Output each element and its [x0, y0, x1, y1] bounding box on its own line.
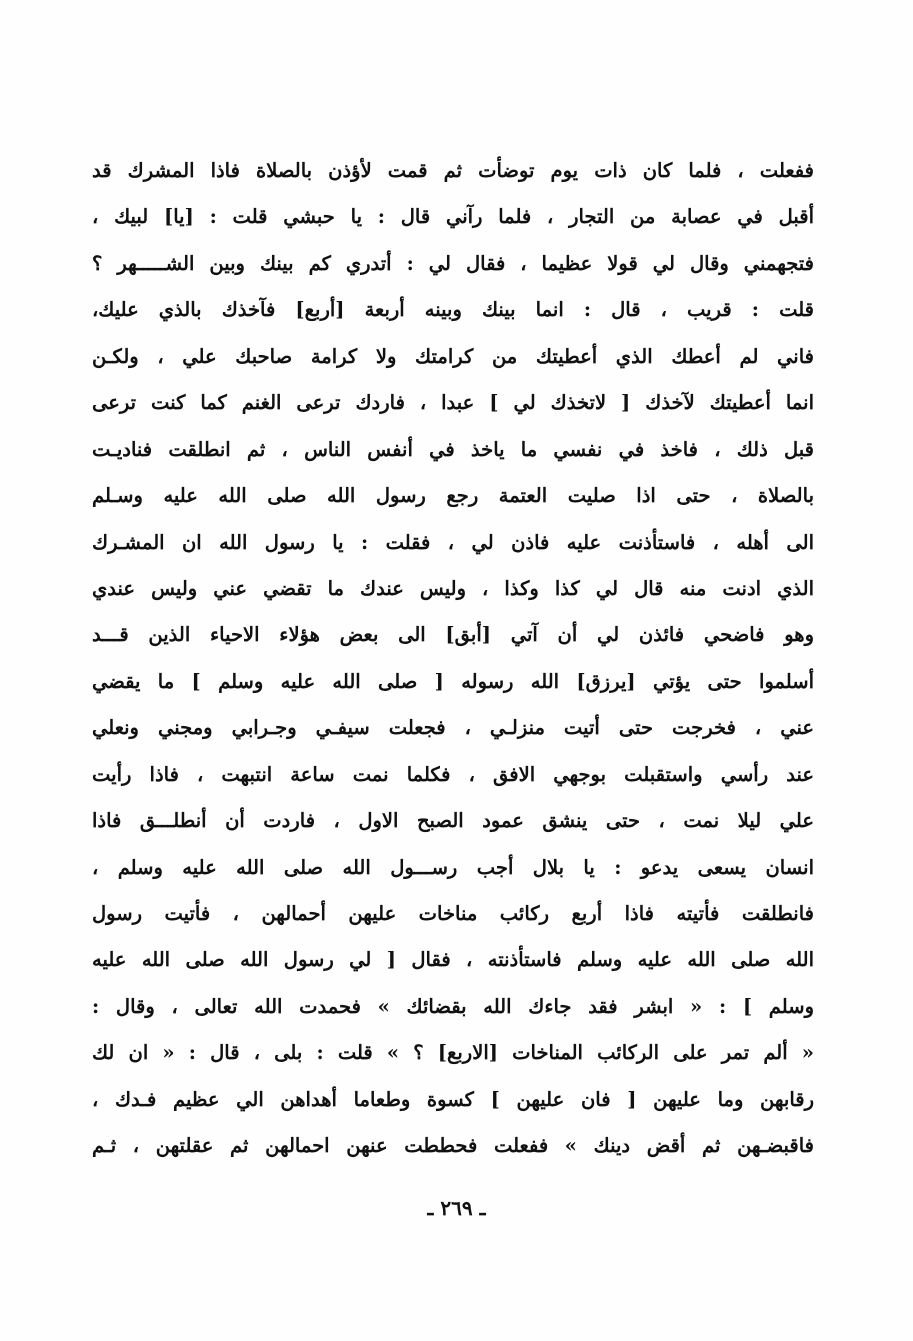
- body-text: [92, 148, 814, 1170]
- text-line: الله صلى الله عليه وسلم فاستأذنته ، فقال [ لي رسول الله صلى الله عليه: [92, 948, 814, 972]
- text-line: الذي ادنت منه قال لي كذا وكذا ، وليس عندك ما تقضي عني وليس عندي: [92, 576, 814, 600]
- text-line: « ألم تمر على الركائب المناخات [الاربع] ؟ » قلت : بلى ، قال : « ان لك: [92, 1041, 814, 1065]
- page-number: ـ ٢٦٩ ـ: [427, 1196, 486, 1220]
- text-line: ففعلت ، فلما كان ذات يوم توضأت ثم قمت لأؤذن بالصلاة فاذا المشرك قد: [92, 159, 814, 182]
- text-line: عني ، فخرجت حتى أتيت منزلـي ، فجعلت سيفـي وجـرابي ومجني ونعلي: [92, 716, 814, 740]
- text-line: فاقبضـهن ثم أقض دينك » ففعلت فحططت عنهن احمالهن ثم عقلتهن ، ثـم: [92, 1134, 814, 1158]
- text-line: الى أهله ، فاستأذنت عليه فاذن لي ، فقلت : يا رسول الله ان المشـرك: [92, 530, 814, 554]
- text-line: فتجهمني وقال لي قولا عظيما ، فقال لي : أتدري كم بينك وبين الشـــــهر ؟: [92, 251, 814, 275]
- text-line: عند رأسي واستقبلت بوجهي الافق ، فكلما نمت ساعة انتبهت ، فاذا رأيت: [92, 762, 814, 786]
- text-line: وسلم ] : « ابشر فقد جاءك الله بقضائك » فحمدت الله تعالى ، وقال :: [92, 994, 814, 1018]
- text-line: فاني لم أعطك الذي أعطيتك من كرامتك ولا كرامة صاحبك علي ، ولكـن: [92, 344, 814, 368]
- text-line: أقبل في عصابة من التجار ، فلما رآني قال : يا حبشي قلت : [يا] لبيك ،: [92, 205, 814, 229]
- text-line: فانطلقت فأتيته فاذا أربع ركائب مناخات عليهن أحمالهن ، فأتيت رسول: [92, 902, 814, 925]
- text-line: بالصلاة ، حتى اذا صليت العتمة رجع رسول الله صلى الله عليه وسـلم: [92, 484, 814, 508]
- text-line: قلت : قريب ، قال : انما بينك وبينه أربعة [أربع] فآخذك بالذي عليك،: [92, 298, 814, 322]
- text-line: انما أعطيتك لآخذك [ لاتخذك لي ] عبدا ، فاردك ترعى الغنم كما كنت ترعى: [92, 391, 814, 415]
- text-line: رقابهن وما عليهن [ فان عليهن ] كسوة وطعاما أهداهن الي عظيم فـدك ،: [92, 1087, 814, 1111]
- text-line: انسان يسعى يدعو : يا بلال أجب رســـول الله صلى الله عليه وسلم ،: [92, 855, 814, 879]
- text-line: علي ليلا نمت ، حتى ينشق عمود الصبح الاول ، فاردت أن أنطلـــق فاذا: [92, 809, 814, 833]
- text-line: أسلموا حتى يؤتي [يرزق] الله رسوله [ صلى الله عليه وسلم ] ما يقضي: [92, 669, 814, 693]
- text-line: قبل ذلك ، فاخذ في نفسي ما ياخذ في أنفس الناس ، ثم انطلقت فناديـت: [92, 437, 814, 461]
- text-line: وهو فاضحي فائذن لي أن آتي [أبق] الى بعض هؤلاء الاحياء الذين قـــد: [92, 623, 814, 647]
